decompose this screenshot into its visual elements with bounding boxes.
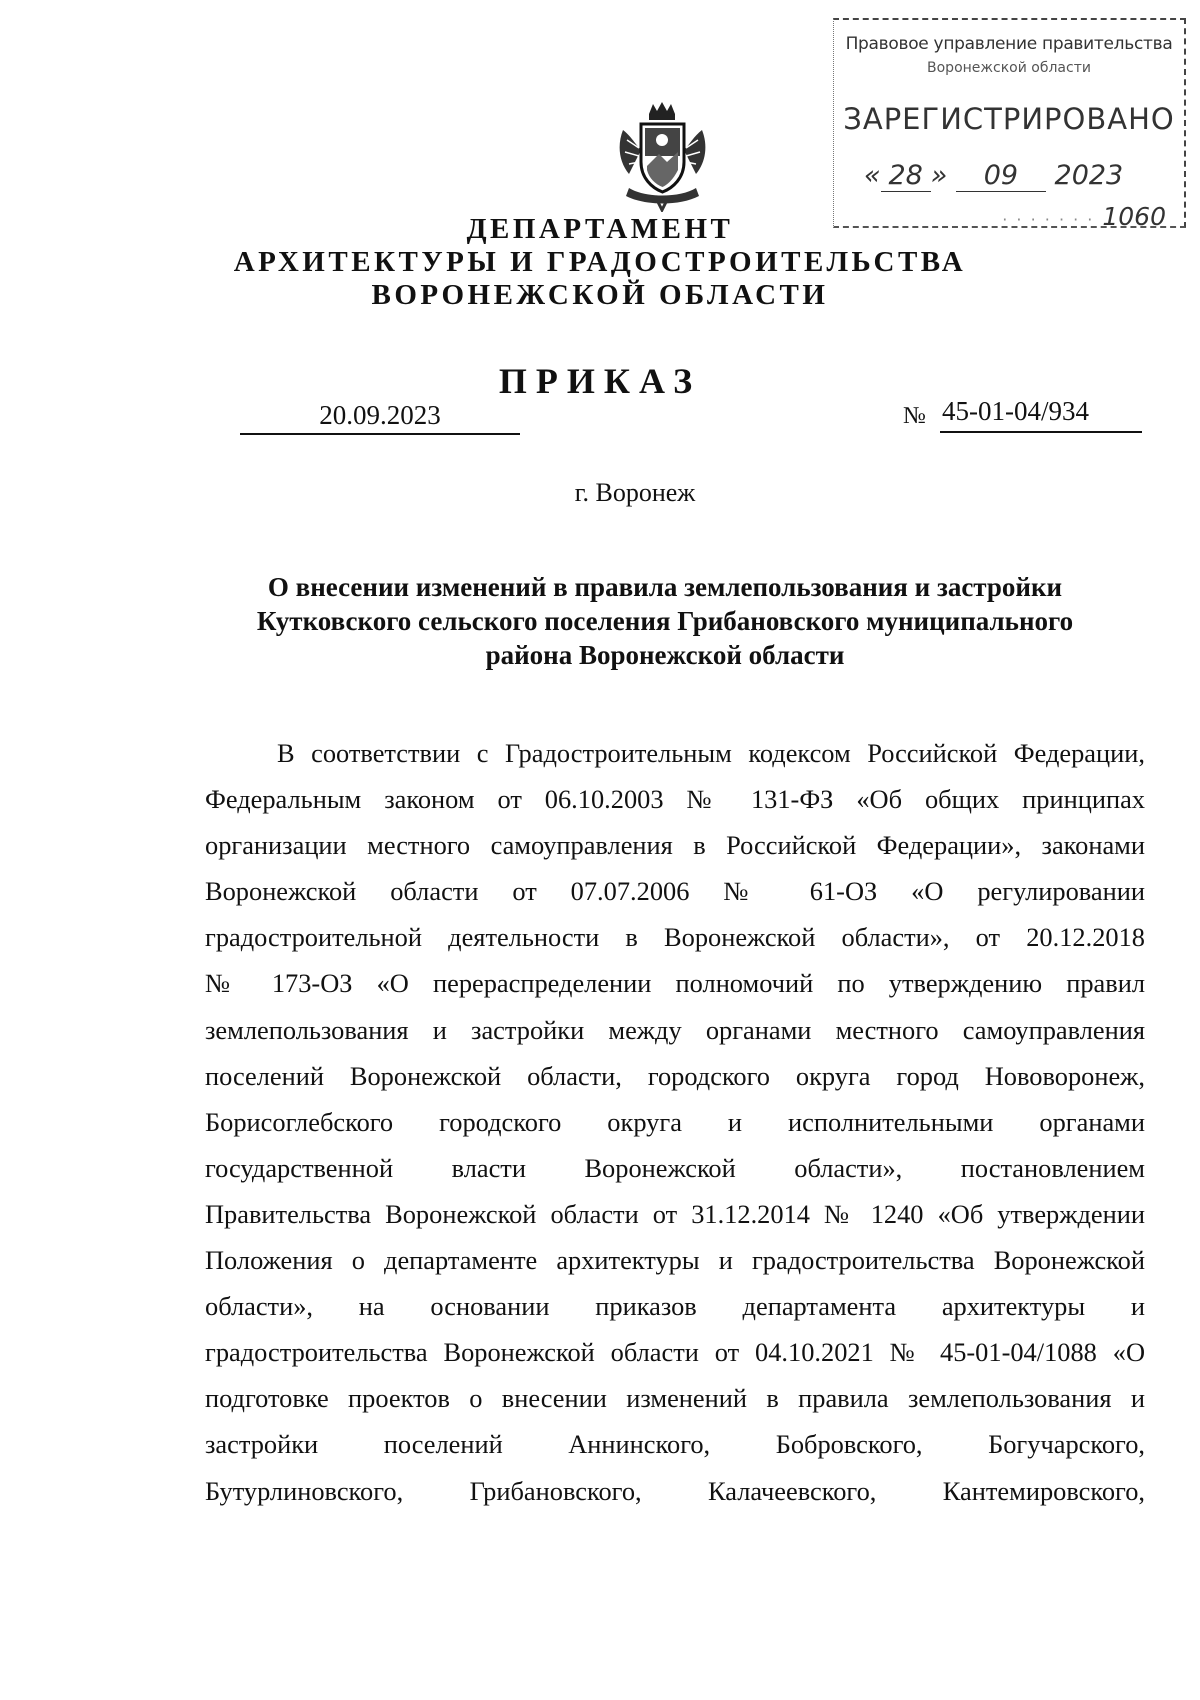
coat-of-arms-voronezh-icon	[615, 100, 710, 212]
body-line: градостроительной деятельности в Воронежской области», от 20.12.2018	[205, 922, 1145, 953]
body-line: № 173-ОЗ «О перераспределении полномочий по утверждению правил	[205, 968, 1145, 999]
department-title-line1: ДЕПАРТАМЕНТ	[466, 213, 734, 245]
subject-line: Кутковского сельского поселения Грибановского муниципального	[256, 606, 1074, 636]
order-subject	[190, 570, 1140, 672]
body-line: землепользования и застройки между органами местного самоуправления	[205, 1014, 1145, 1045]
body-line: Положения о департаменте архитектуры и градостроительства Воронежской	[205, 1245, 1145, 1276]
stamp-registered: ЗАРЕГИСТРИРОВАНО	[843, 102, 1175, 136]
department-title-line2: АРХИТЕКТУРЫ И ГРАДОСТРОИТЕЛЬСТВА	[233, 246, 967, 278]
body-line: Воронежской области от 07.07.2006 № 61-ОЗ «О регулировании	[205, 876, 1145, 907]
order-number-sign: №	[903, 403, 926, 429]
body-line: градостроительства Воронежской области от 04.10.2021 № 45-01-04/1088 «О	[205, 1337, 1145, 1368]
body-line: Правительства Воронежской области от 31.12.2014 № 1240 «Об утверждении	[205, 1198, 1145, 1229]
body-line: государственной власти Воронежской области», постановлением	[205, 1152, 1145, 1183]
stamp-region: Воронежской области	[927, 60, 1091, 76]
subject-line: О внесении изменений в правила землепользования и застройки	[267, 572, 1063, 602]
stamp-day: 28	[881, 160, 931, 192]
order-number: 45-01-04/934	[940, 396, 1142, 433]
order-title: ПРИКАЗ	[498, 361, 702, 401]
order-body	[205, 730, 1145, 1514]
body-line: застройки поселений Аннинского, Бобровского, Богучарского,	[205, 1429, 1145, 1460]
stamp-number-dots: · · · · · · ·	[1002, 210, 1095, 229]
department-title-line3: ВОРОНЕЖСКОЙ ОБЛАСТИ	[371, 279, 829, 311]
stamp-authority: Правовое управление правительства	[845, 34, 1173, 54]
stamp-year: 2023	[1054, 160, 1124, 191]
stamp-month: 09	[956, 160, 1046, 192]
body-line: Бутурлиновского, Грибановского, Калачеевского, Кантемировского,	[205, 1475, 1145, 1506]
order-date: 20.09.2023	[240, 400, 520, 435]
body-line: подготовке проектов о внесении изменений в правила землепользования и	[205, 1383, 1145, 1414]
body-line: Федеральным законом от 06.10.2003 № 131-ФЗ «Об общих принципах	[205, 784, 1145, 815]
registration-stamp	[833, 18, 1186, 231]
body-line: В соответствии с Градостроительным кодексом Российской Федерации,	[277, 738, 1145, 768]
body-line: организации местного самоуправления в Российской Федерации», законами	[205, 830, 1145, 861]
body-line: поселений Воронежской области, городского округа город Нововоронеж,	[205, 1060, 1145, 1091]
subject-line: района Воронежской области	[485, 640, 845, 670]
body-line: области», на основании приказов департамента архитектуры и	[205, 1291, 1145, 1322]
body-line: Борисоглебского городского округа и исполнительными органами	[205, 1106, 1145, 1137]
stamp-number: 1060	[1102, 202, 1166, 231]
order-city: г. Воронеж	[574, 478, 696, 507]
stamp-date: « 28 » 09 2023	[864, 160, 1124, 191]
